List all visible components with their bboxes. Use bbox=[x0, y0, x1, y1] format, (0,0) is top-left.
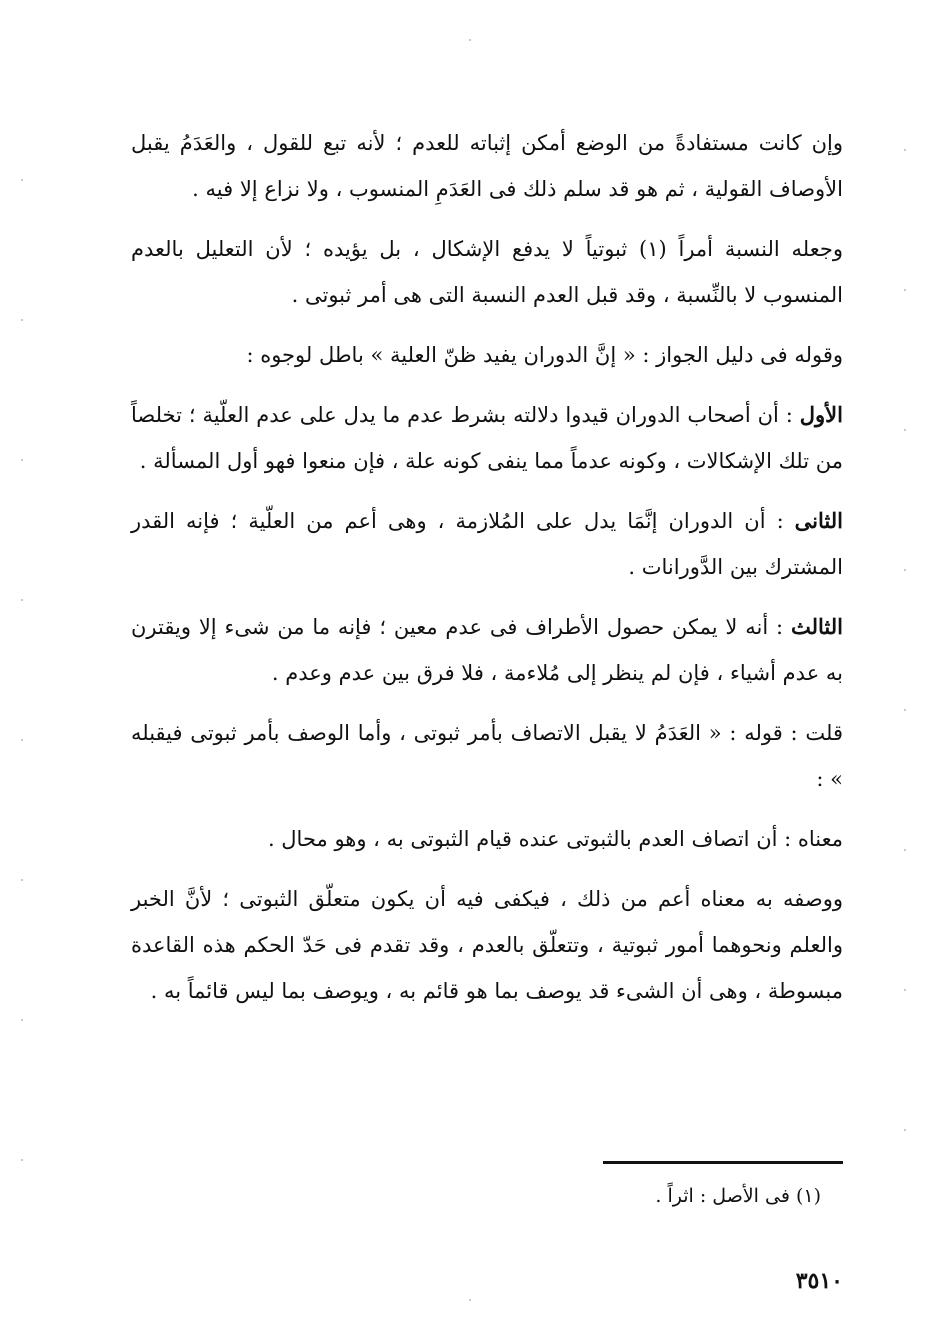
paragraph-8 bbox=[131, 816, 843, 862]
paragraph-9 bbox=[131, 876, 843, 1014]
paragraph-text: معناه : أن اتصاف العدم بالثبوتى عنده قيام الثبوتى به ، وهو محال . bbox=[267, 827, 843, 851]
paragraph-3 bbox=[131, 332, 843, 378]
paragraph-text: : أن الدوران إنَّمَا يدل على المُلازمة ، وهى أعم من العلّية ؛ فإنه القدر المشترك بين الدَّورانات . bbox=[131, 509, 843, 579]
paragraph-text: : أنه لا يمكن حصول الأطراف فى عدم معين ؛ فإنه ما من شىء إلا ويقترن به عدم أشياء ، فإن لم ينظر إلى مُلاءمة ، فلا فرق بين عدم وعدم . bbox=[131, 615, 843, 685]
footnote-divider bbox=[603, 1161, 843, 1164]
footnote: (١) فى الأصل : اثراً . bbox=[655, 1185, 821, 1207]
paragraph-5 bbox=[131, 498, 843, 590]
paragraph-lead: الثالث bbox=[791, 614, 843, 639]
main-text-block bbox=[131, 120, 843, 1028]
paragraph-text: وجعله النسبة أمراً (١) ثبوتياً لا يدفع الإشكال ، بل يؤيده ؛ لأن التعليل بالعدم المنسوب لا بالنِّسبة ، وقد قبل العدم النسبة التى هى أمر ثبوتى . bbox=[131, 237, 843, 307]
paragraph-lead: الثانى bbox=[794, 508, 843, 533]
paragraph-text: : أن أصحاب الدوران قيدوا دلالته بشرط عدم ما يدل على عدم العلّية ؛ تخلصاً من تلك الإشكالات ، وكونه عدماً مما ينفى كونه علة ، فإن منعوا فهو أول المسألة . bbox=[131, 403, 843, 473]
paragraph-2 bbox=[131, 226, 843, 318]
page-number: ٣٥١٠ bbox=[795, 1268, 843, 1294]
paragraph-text: قلت : قوله : « العَدَمُ لا يقبل الاتصاف بأمر ثبوتى ، وأما الوصف بأمر ثبوتى فيقبله » : bbox=[131, 721, 843, 791]
paragraph-text: ووصفه به معناه أعم من ذلك ، فيكفى فيه أن يكون متعلّق الثبوتى ؛ لأنَّ الخبر والعلم ونحوهما أمور ثبوتية ، وتتعلّق بالعدم ، وقد تقدم فى حَدّ الحكم هذه القاعدة مبسوطة ، وهى أن الشىء قد يوصف بما هو قائم به ، ويوصف بما ليس قائماً به . bbox=[131, 887, 843, 1003]
paragraph-1 bbox=[131, 120, 843, 212]
paragraph-text: وقوله فى دليل الجواز : « إنَّ الدوران يفيد ظنّ العلية » باطل لوجوه : bbox=[246, 343, 843, 367]
paragraph-text: وإن كانت مستفادةً من الوضع أمكن إثباته للعدم ؛ لأنه تبع للقول ، والعَدَمُ يقبل الأوصاف القولية ، ثم هو قد سلم ذلك فى العَدَمِ المنسوب ، ولا نزاع إلا فيه . bbox=[131, 131, 843, 201]
paragraph-4 bbox=[131, 392, 843, 484]
paragraph-7 bbox=[131, 710, 843, 802]
paragraph-6 bbox=[131, 604, 843, 696]
paragraph-lead: الأول bbox=[799, 402, 843, 427]
